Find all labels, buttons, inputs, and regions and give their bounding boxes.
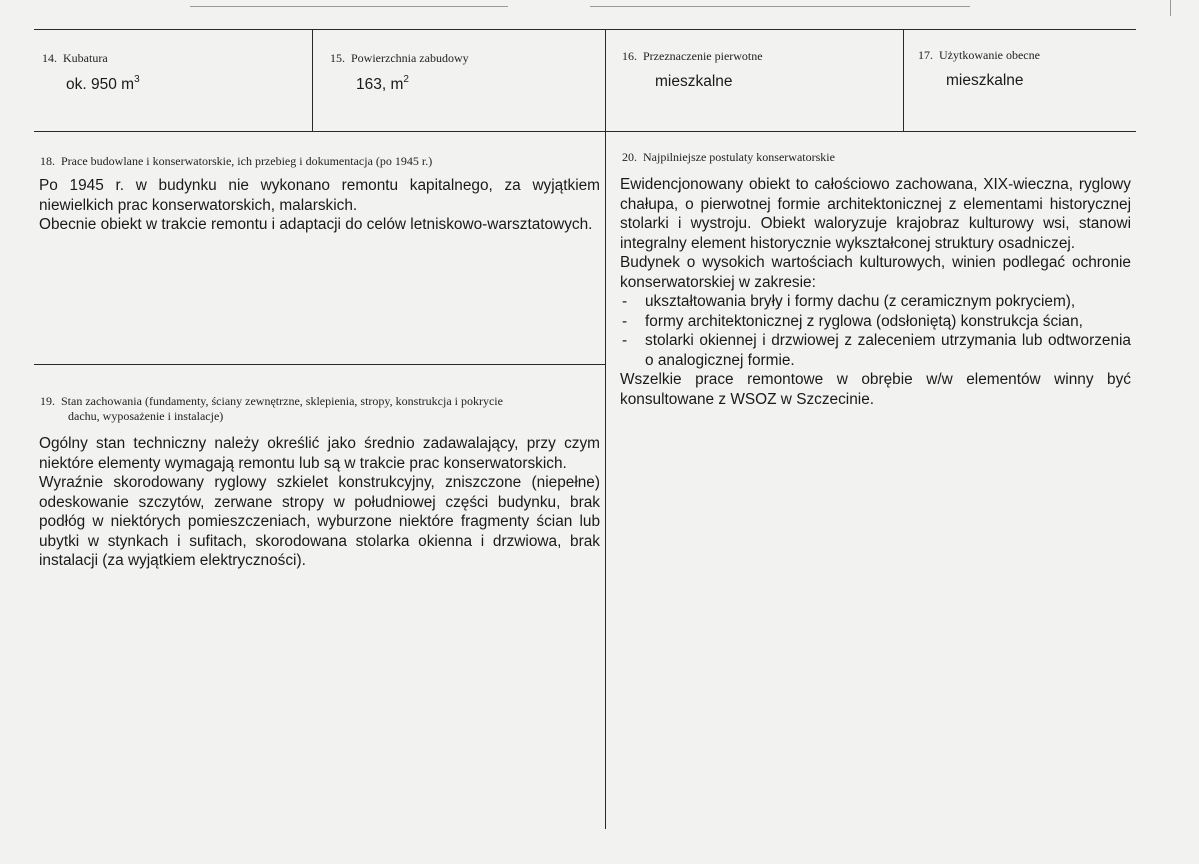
section-19-label: 19. Stan zachowania (fundamenty, ściany zewnętrzne, sklepienia, stropy, konstrukcja i pokrycie dachu, wyposażenie i instalacje)	[40, 394, 503, 423]
field-16-label: 16. Przeznaczenie pierwotne	[622, 49, 763, 63]
top-edge-tick	[1170, 0, 1171, 16]
section-20-paragraph: Ewidencjonowany obiekt to całościowo zachowana, XIX-wieczna, ryglowy chałupa, o pierwotnej formie architektonicznej z elementami historycznej stolarki i wystroju. Obiekt waloryzuje krajobraz kulturowy wsi, stanowi integralny element historycznie wykształconej struktury osadniczej.	[620, 176, 1131, 252]
section-19-text	[39, 434, 600, 571]
list-item: - formy architektonicznej z ryglowa (odsłoniętą) konstrukcja ścian,	[622, 312, 1083, 330]
grid-row-divider	[34, 131, 1136, 132]
grid-left-divider	[34, 364, 605, 365]
grid-top-line	[34, 29, 1136, 30]
field-14-label: 14. Kubatura	[42, 51, 108, 65]
grid-col-divider	[903, 29, 904, 131]
grid-center-divider	[605, 29, 606, 829]
field-16-value: mieszkalne	[655, 73, 733, 90]
section-18-text	[39, 176, 600, 235]
postulates-list	[620, 292, 1131, 370]
field-15-value: 163, $m^2$	[356, 74, 409, 94]
section-19-paragraph: Wyraźnie skorodowany ryglowy szkielet konstrukcyjny, zniszczone (niepełne) odeskowanie szczytów, zerwane stropy w południowej części budynku, brak podłóg w niektórych pomieszczeniach, wyburzone niektóre fragmenty ścian lub ubytki w stynkach i sufitach, skorodowana stolarka okienna i drzwiowa, brak instalacji (za wyjątkiem elektryczności).	[39, 474, 600, 569]
grid-col-divider	[312, 29, 313, 131]
list-item: - ukształtowania bryły i formy dachu (z ceramicznym pokryciem),	[622, 293, 1076, 310]
field-15-label: 15. Powierzchnia zabudowy	[330, 51, 469, 65]
section-18-paragraph: Po 1945 r. w budynku nie wykonano remontu kapitalnego, za wyjątkiem niewielkich prac konserwatorskich, malarskich.	[39, 177, 600, 214]
section-18-paragraph: Obecnie obiekt w trakcie remontu i adaptacji do celów letniskowo-warsztatowych.	[39, 216, 593, 233]
top-edge-line	[590, 6, 970, 7]
list-item: - stolarki okiennej i drzwiowej z zaleceniem utrzymania lub odtworzenia o analogicznej formie.	[622, 332, 1131, 369]
field-17-label: 17. Użytkowanie obecne	[918, 48, 1040, 62]
section-19-paragraph: Ogólny stan techniczny należy określić jako średnio zadawalający, przy czym niektóre elementy wymagają remontu lub są w trakcie prac konserwatorskich.	[39, 435, 600, 472]
section-20-paragraph: Wszelkie prace remontowe w obrębie w/w elementów winny być konsultowane z WSOZ w Szczecinie.	[620, 371, 1131, 408]
section-18-label: 18. Prace budowlane i konserwatorskie, ich przebieg i dokumentacja (po 1945 r.)	[40, 154, 433, 168]
section-20-paragraph: Budynek o wysokich wartościach kulturowych, winien podlegać ochronie konserwatorskiej w zakresie:	[620, 254, 1131, 291]
section-20-text	[620, 175, 1131, 409]
field-14-value: ok. 950 $m^3$	[66, 74, 140, 94]
section-20-label: 20. Najpilniejsze postulaty konserwatorskie	[622, 150, 835, 164]
field-17-value: mieszkalne	[946, 72, 1024, 89]
top-edge-line	[190, 6, 508, 7]
